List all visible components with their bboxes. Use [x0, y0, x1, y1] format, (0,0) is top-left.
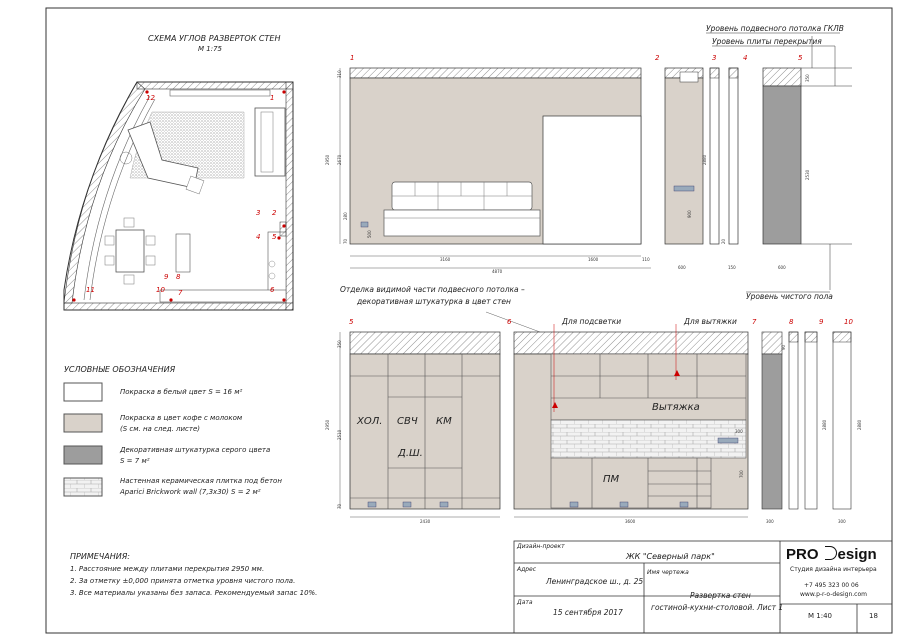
dim-70: 70: [343, 238, 348, 244]
dim-2510: 2510: [337, 429, 342, 440]
tb-address: Ленинградское ш., д. 25: [546, 577, 644, 586]
elev-bot-num-6: 6: [507, 318, 512, 326]
dim-3160: 3160: [440, 257, 451, 262]
elevation-7: [762, 332, 782, 509]
elevation-9: [805, 332, 817, 509]
logo-esign: esign: [837, 546, 877, 563]
legend-title: УСЛОВНЫЕ ОБОЗНАЧЕНИЯ: [64, 365, 176, 374]
legend-item-4: Настенная керамическая плитка под бетон: [120, 477, 282, 485]
dim-110: 110: [642, 257, 650, 262]
tb-sheet: 18: [869, 612, 878, 620]
dim-350-bottom: 350: [337, 340, 342, 348]
dim-500: 500: [367, 230, 372, 238]
plan-mark-7: 7: [178, 289, 183, 297]
elevation-3: [710, 68, 719, 244]
label-svch: СВЧ: [397, 416, 418, 427]
plan-mark-11: 11: [86, 286, 95, 294]
dim-3600: 3600: [625, 519, 636, 524]
dim-900: 900: [687, 210, 692, 218]
logo-pro: PRO: [786, 546, 819, 563]
dim-2950-top: 2950: [325, 154, 330, 165]
tb-studio: Студия дизайна интерьера: [790, 566, 877, 573]
plan-mark-8: 8: [176, 273, 181, 281]
dim-600a: 600: [678, 265, 686, 270]
elev-top-num-2: 2: [655, 54, 660, 62]
tb-drawing-line2: гостиной-кухни-столовой. Лист 1: [651, 603, 784, 612]
dim-2530: 2530: [805, 169, 810, 180]
legend-swatch-white: [64, 383, 102, 401]
elev-top-num-3: 3: [712, 54, 717, 62]
dim-300a: 300: [766, 519, 774, 524]
legend-item-1: Покраска в белый цвет S = 16 м²: [120, 388, 243, 396]
elev-top-num-4: 4: [743, 54, 748, 62]
ceiling-gklv-label: Уровень подвесного потолка ГКЛВ: [706, 24, 844, 33]
tb-drawing-line1: Развертка стен: [690, 591, 751, 600]
elevation-2: [665, 68, 703, 244]
plan-mark-10: 10: [156, 286, 165, 294]
legend-swatch-gray: [64, 446, 102, 464]
ceiling-note-line2: декоративная штукатурка в цвет стен: [357, 297, 511, 306]
tb-project: ЖК "Северный парк": [626, 552, 715, 561]
elev-bot-num-7: 7: [752, 318, 757, 326]
dim-2430: 2430: [420, 519, 431, 524]
notes-title: ПРИМЕЧАНИЯ:: [70, 552, 130, 561]
dim-1600: 1600: [588, 257, 599, 262]
notes-item-3: 3. Все материалы указаны без запаса. Рекомендуемый запас 10%.: [70, 589, 318, 597]
dim-4870: 4870: [492, 269, 503, 274]
legend-item-2: Покраска в цвет кофе с молоком: [120, 414, 243, 422]
floor-level-label: Уровень чистого пола: [746, 292, 833, 301]
dim-300-hood: 300: [735, 429, 743, 434]
dim-2950-bottom: 2950: [325, 419, 330, 430]
dim-2880-bot-a: 2880: [822, 419, 827, 430]
scheme-scale: М 1:75: [198, 45, 222, 53]
callout-light: Для подсветки: [562, 317, 622, 326]
legend-swatch-brick: [64, 478, 102, 496]
dim-350: 350: [805, 74, 810, 82]
elev-top-num-5: 5: [798, 54, 803, 62]
plan-mark-12: 12: [146, 94, 155, 102]
plan-mark-1: 1: [270, 94, 275, 102]
ceiling-note-line1: Отделка видимой части подвесного потолка –: [340, 285, 525, 294]
elev-bot-num-10: 10: [844, 318, 853, 326]
logo-d-icon: [825, 546, 837, 560]
dim-150: 150: [728, 265, 736, 270]
tb-drawing-label: Имя чертежа: [647, 569, 689, 576]
elevation-10: [833, 332, 851, 509]
tb-address-label: Адрес: [517, 566, 537, 573]
elevation-8: [789, 332, 798, 509]
label-vytyazhka: Вытяжка: [652, 402, 700, 413]
plan-mark-5: 5: [272, 233, 277, 241]
legend-item-4b: Aparici Brickwork wall (7,3х30) S = 2 м²: [120, 488, 261, 496]
dim-2880: 2880: [702, 154, 707, 165]
legend-item-3: Декоративная штукатурка серого цвета: [120, 446, 271, 454]
elevation-4: [729, 68, 738, 244]
label-dsh: Д.Ш.: [398, 448, 423, 459]
legend-item-2b: (S см. на след. листе): [120, 425, 200, 433]
legend-item-3b: S = 7 м²: [120, 457, 150, 465]
tb-site: www.p-r-o-design.com: [800, 591, 867, 598]
dim-700: 700: [739, 470, 744, 478]
plan-mark-9: 9: [164, 273, 169, 281]
notes-item-2: 2. За отметку ±0,000 принята отметка уровня чистого пола.: [70, 577, 296, 585]
scheme-title: СХЕМА УГЛОВ РАЗВЕРТОК СТЕН: [148, 34, 281, 43]
tb-design-label: Дизайн-проект: [517, 543, 565, 550]
label-km: КМ: [436, 416, 452, 427]
dim-70-bottom: 70: [337, 503, 342, 509]
callout-hood: Для вытяжки: [684, 317, 737, 326]
elev-top-num-1: 1: [350, 54, 355, 62]
dim-90: 90: [781, 344, 786, 350]
elev-bot-num-5: 5: [349, 318, 354, 326]
elev-bot-num-8: 8: [789, 318, 794, 326]
tb-date-label: Дата: [517, 599, 533, 606]
dim-300b: 300: [838, 519, 846, 524]
dim-600b: 600: [778, 265, 786, 270]
plan-mark-6: 6: [270, 286, 275, 294]
dim-2880-bot-b: 2880: [857, 419, 862, 430]
plan-mark-3: 3: [256, 209, 261, 217]
slab-level-label: Уровень плиты перекрытия: [712, 37, 822, 46]
tb-phone: +7 495 323 00 06: [804, 582, 859, 589]
elevation-6: [486, 312, 748, 517]
dim-310: 310: [337, 70, 342, 78]
plan-mark-2: 2: [272, 209, 277, 217]
dim-20: 20: [721, 238, 726, 244]
notes-item-1: 1. Расстояние между плитами перекрытия 2950 мм.: [70, 565, 265, 573]
tb-date: 15 сентября 2017: [553, 608, 623, 617]
elev-bot-num-9: 9: [819, 318, 824, 326]
label-hol: ХОЛ.: [357, 416, 383, 427]
elevation-5-top: [706, 33, 852, 292]
legend-swatch-coffee: [64, 414, 102, 432]
plan-mark-4: 4: [256, 233, 261, 241]
dim-280: 280: [343, 212, 348, 220]
tb-scale: М 1:40: [808, 612, 832, 620]
dim-2670: 2670: [337, 154, 342, 165]
logo: [786, 546, 877, 562]
label-pm: ПМ: [603, 474, 620, 485]
